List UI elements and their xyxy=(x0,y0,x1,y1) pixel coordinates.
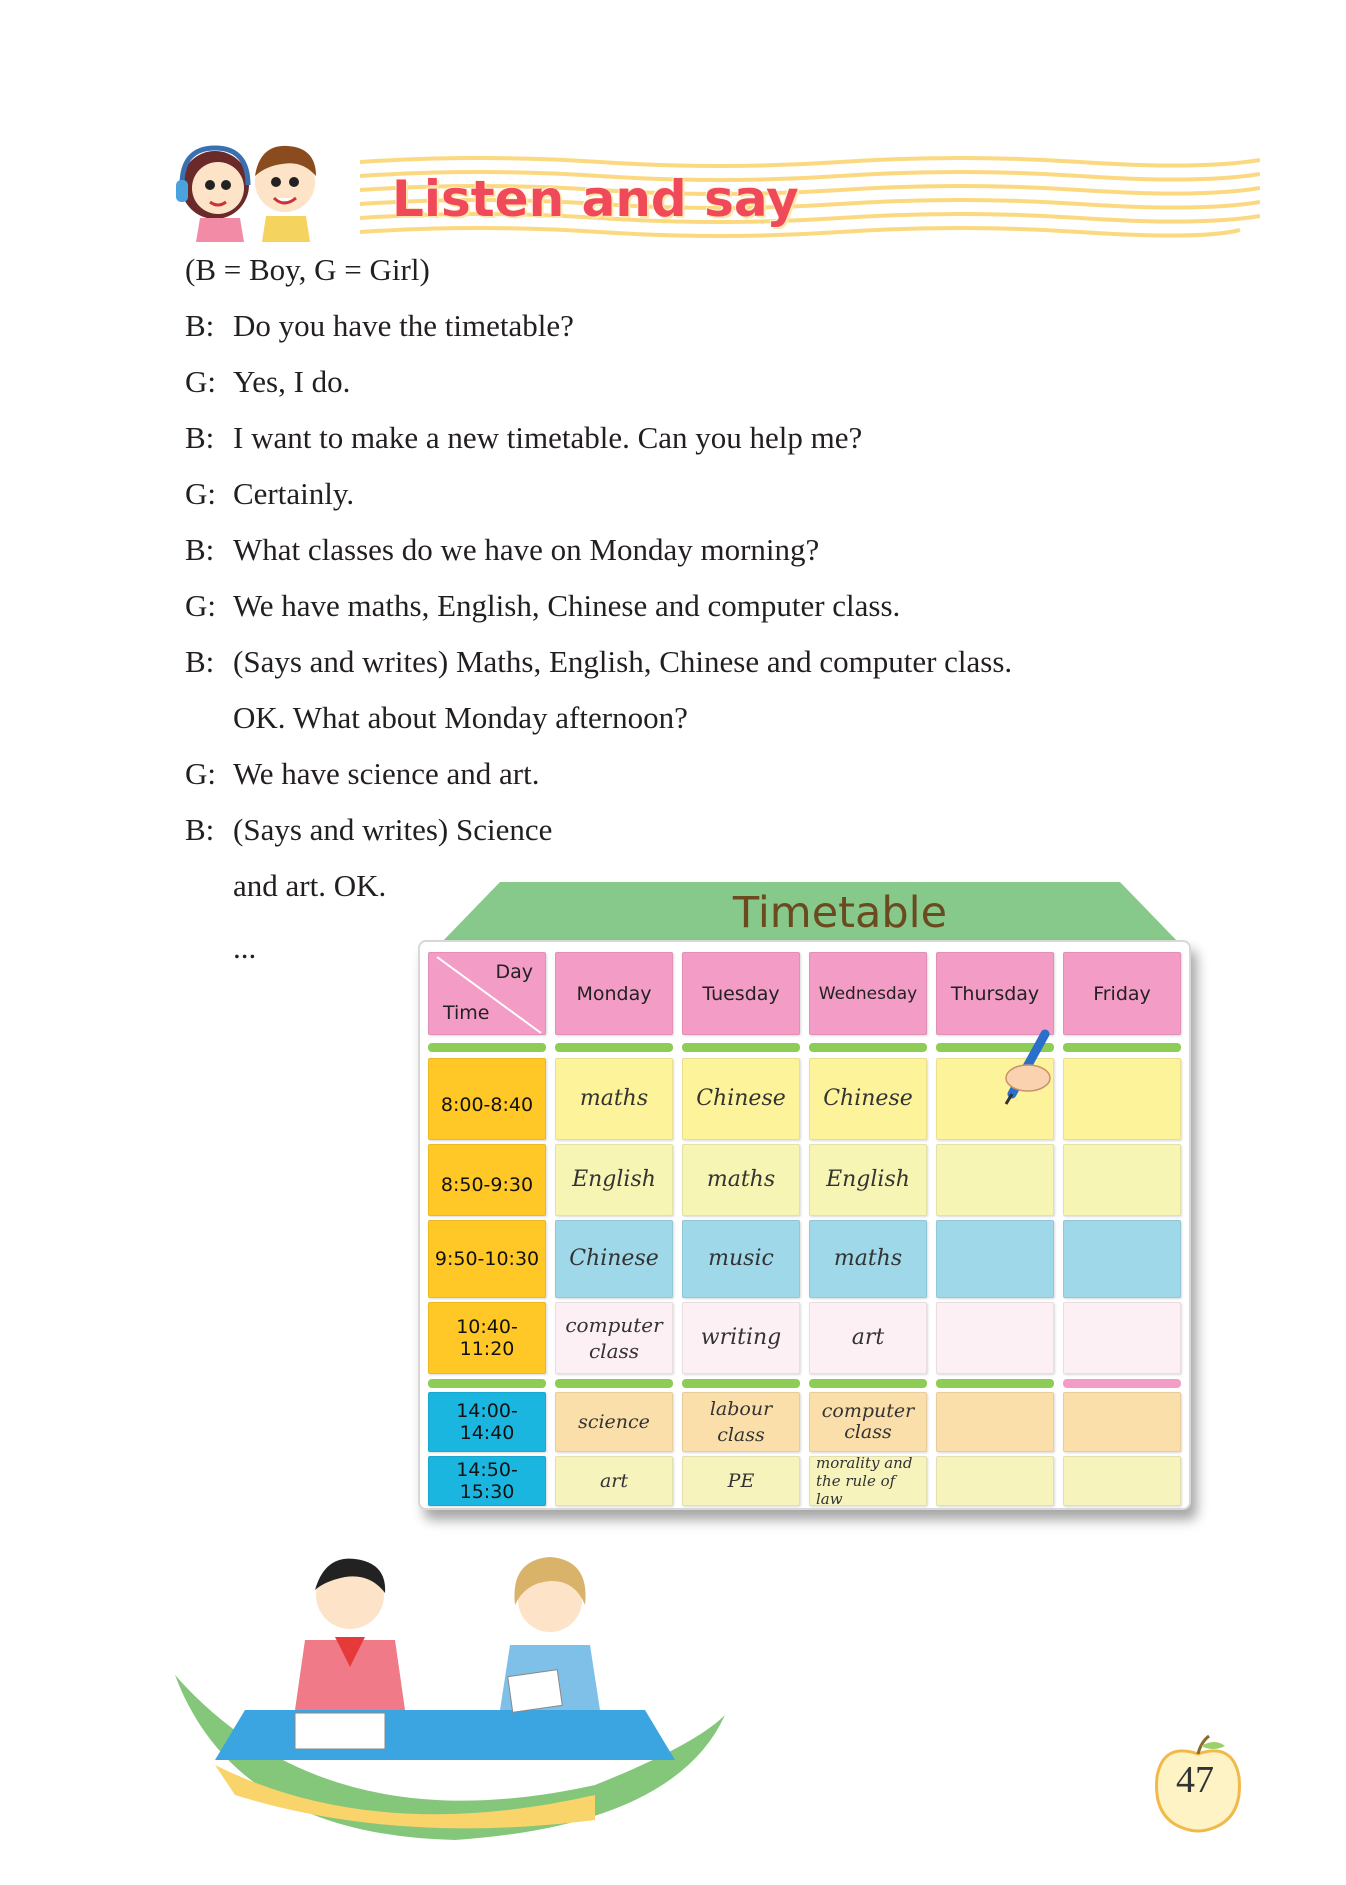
timetable-cell: PE xyxy=(682,1456,800,1506)
dialogue-line xyxy=(185,644,1012,680)
dialogue-text: OK. What about Monday afternoon? xyxy=(233,700,688,735)
timetable-title: Timetable xyxy=(732,888,948,938)
time-slot: 14:50-15:30 xyxy=(428,1456,546,1506)
dialogue-text: Yes, I do. xyxy=(233,364,351,399)
timetable-cell: computer class xyxy=(555,1302,673,1374)
timetable-cell: computer class xyxy=(809,1392,927,1452)
divider-bar xyxy=(1063,1379,1181,1388)
timetable-cell: writing xyxy=(682,1302,800,1374)
speaker-label: G: xyxy=(185,756,216,791)
divider-bar xyxy=(428,1379,546,1388)
divider-bar xyxy=(1063,1043,1181,1052)
timetable-cell xyxy=(1063,1058,1181,1140)
day-header-monday: Monday xyxy=(555,952,673,1035)
timetable-cell: Chinese xyxy=(555,1220,673,1298)
speaker-label: B: xyxy=(185,420,215,455)
timetable-cell: science xyxy=(555,1392,673,1452)
timetable-cell: art xyxy=(809,1302,927,1374)
timetable-cell: morality and the rule of law xyxy=(809,1456,927,1506)
dialogue-text: (Says and writes) Maths, English, Chinese and computer class. xyxy=(233,644,1013,679)
timetable-cell: labour class xyxy=(682,1392,800,1452)
dialogue-text: Do you have the timetable? xyxy=(233,308,574,343)
time-slot: 8:00-8:40 xyxy=(428,1058,546,1140)
speaker-label: B: xyxy=(185,532,215,567)
timetable-cell xyxy=(936,1220,1054,1298)
section-header xyxy=(160,120,1260,250)
kids-listening-icon xyxy=(170,130,330,250)
timetable-cell: music xyxy=(682,1220,800,1298)
divider-bar xyxy=(682,1043,800,1052)
dialogue-line xyxy=(185,812,552,848)
dialogue-text: We have maths, English, Chinese and computer class. xyxy=(233,588,901,623)
dialogue-text: and art. OK. xyxy=(233,868,387,903)
divider-bar xyxy=(809,1379,927,1388)
dialogue-text: I want to make a new timetable. Can you help me? xyxy=(233,420,863,455)
timetable-cell: art xyxy=(555,1456,673,1506)
day-header-friday: Friday xyxy=(1063,952,1181,1035)
divider-bar xyxy=(936,1379,1054,1388)
dialogue-line xyxy=(185,252,430,288)
dialogue-line xyxy=(185,700,688,736)
speaker-label: B: xyxy=(185,812,215,847)
day-header-thursday: Thursday xyxy=(936,952,1054,1035)
dialogue-text: Certainly. xyxy=(233,476,355,511)
time-slot: 14:00-14:40 xyxy=(428,1392,546,1452)
section-title: Listen and say xyxy=(392,170,799,228)
dialogue-line xyxy=(185,756,539,792)
dialogue-line xyxy=(185,532,819,568)
corner-day-label: Day xyxy=(495,961,533,983)
timetable xyxy=(418,940,1191,1510)
dialogue-text: (Says and writes) Science xyxy=(233,812,553,847)
hand-with-pen-icon xyxy=(990,1028,1060,1108)
speaker-label: G: xyxy=(185,476,216,511)
timetable-cell xyxy=(936,1302,1054,1374)
page-number: 47 xyxy=(1176,1759,1214,1801)
timetable-cell xyxy=(1063,1392,1181,1452)
dialogue-line xyxy=(185,868,386,904)
dialogue-text: We have science and art. xyxy=(233,756,540,791)
dialogue-line xyxy=(185,364,350,400)
timetable-cell: Chinese xyxy=(682,1058,800,1140)
dialogue-text: (B = Boy, G = Girl) xyxy=(185,252,430,287)
speaker-label: G: xyxy=(185,588,216,623)
divider-bar xyxy=(555,1379,673,1388)
timetable-cell xyxy=(1063,1144,1181,1216)
dialogue-line xyxy=(185,588,900,624)
divider-bar xyxy=(555,1043,673,1052)
timetable-cell: Chinese xyxy=(809,1058,927,1140)
divider-bar xyxy=(682,1379,800,1388)
speaker-label: B: xyxy=(185,308,215,343)
time-slot: 10:40-11:20 xyxy=(428,1302,546,1374)
speaker-label: G: xyxy=(185,364,216,399)
timetable-cell xyxy=(1063,1456,1181,1506)
day-header-tuesday: Tuesday xyxy=(682,952,800,1035)
timetable-cell: English xyxy=(555,1144,673,1216)
corner-time-label: Time xyxy=(443,1002,490,1024)
timetable-cell xyxy=(936,1144,1054,1216)
timetable-cell xyxy=(1063,1302,1181,1374)
dialogue-line xyxy=(185,420,862,456)
divider-bar xyxy=(809,1043,927,1052)
timetable-cell xyxy=(936,1392,1054,1452)
timetable-cell: maths xyxy=(682,1144,800,1216)
timetable-cell xyxy=(1063,1220,1181,1298)
timetable-cell: maths xyxy=(555,1058,673,1140)
timetable-cell: maths xyxy=(809,1220,927,1298)
dialogue-line xyxy=(185,308,574,344)
kids-at-desk-illustration xyxy=(175,1545,735,1845)
time-slot: 9:50-10:30 xyxy=(428,1220,546,1298)
timetable-corner-cell xyxy=(428,952,546,1035)
speaker-label: B: xyxy=(185,644,215,679)
divider-bar xyxy=(428,1043,546,1052)
time-slot: 8:50-9:30 xyxy=(428,1144,546,1216)
dialogue-line xyxy=(185,476,354,512)
timetable-cell: English xyxy=(809,1144,927,1216)
dialogue-text: What classes do we have on Monday morning? xyxy=(233,532,820,567)
timetable-cell xyxy=(936,1456,1054,1506)
day-header-wednesday: Wednesday xyxy=(809,952,927,1035)
ellipsis: ... xyxy=(233,930,257,965)
